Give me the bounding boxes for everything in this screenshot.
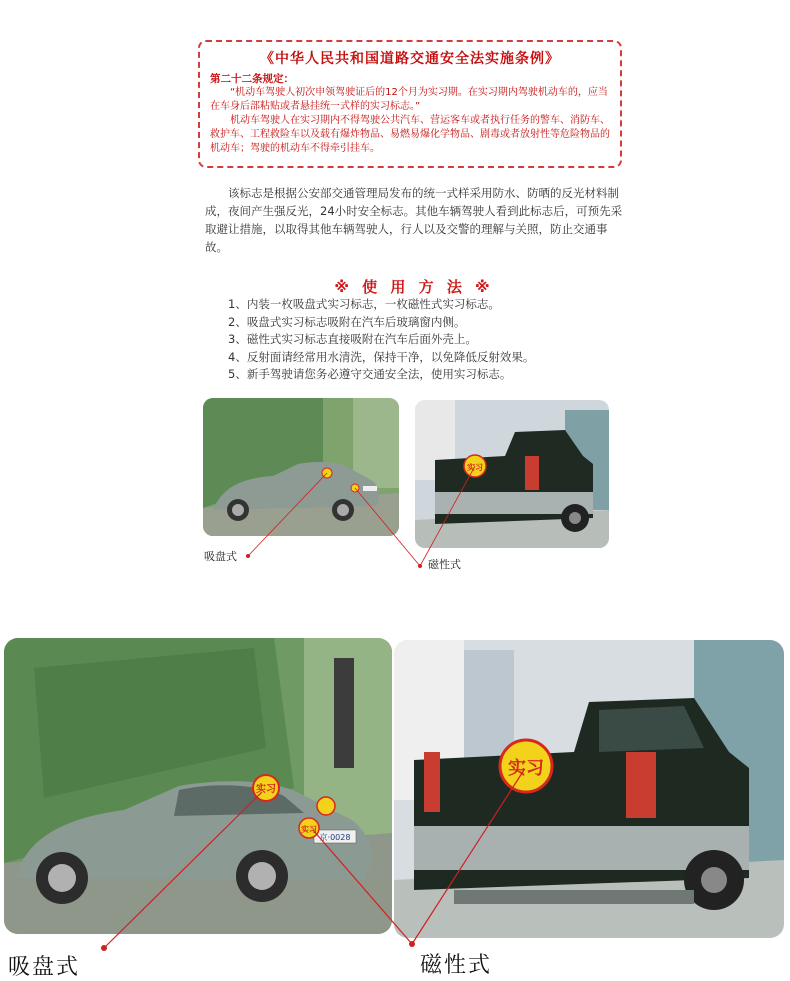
law-article: 第二十二条规定： <box>210 73 294 85</box>
usage-item: 2、吸盘式实习标志吸附在汽车后玻璃窗内侧。 <box>228 314 466 329</box>
pickup-photo-large <box>394 640 784 938</box>
description-paragraph: 该标志是根据公安部交通管理局发布的统一式样采用防水、防晒的反光材料制成，夜间产生强反光，24小时安全标志。其他车辆驾驶人看到此标志后，可预先采取避让措施，以取得其他车辆驾驶人，行人以及交警的理解与关照，防止交通事故。 <box>205 186 623 254</box>
law-para-2: 机动车驾驶人在实习期内不得驾驶公共汽车、营运客车或者执行任务的警车、消防车、救护车、工程救险车以及载有爆炸物品、易燃易爆化学物品、剧毒或者放射性等危险物品的机动车；驾驶的机动车不得牵引挂车。 <box>210 115 610 154</box>
sedan-photo-large <box>4 638 392 934</box>
usage-list <box>228 296 534 384</box>
label-suction-small: 吸盘式 <box>204 550 237 563</box>
usage-item: 3、磁性式实习标志直接吸附在汽车后面外壳上。 <box>228 332 477 346</box>
plate-text: 京·0028 <box>319 833 351 842</box>
usage-item: 1、内装一枚吸盘式实习标志，一枚磁性式实习标志。 <box>228 297 500 311</box>
sedan-photo-small <box>203 398 399 536</box>
law-excerpt-box <box>198 40 622 168</box>
sticker-text: 实习 <box>301 825 317 834</box>
label-suction-large: 吸盘式 <box>8 955 81 980</box>
label-magnetic-large: 磁性式 <box>420 953 493 978</box>
sticker-text: 实习 <box>256 784 276 795</box>
label-magnetic-small: 磁性式 <box>428 558 461 571</box>
usage-item: 5、新手驾驶请您务必遵守交通安全法，使用实习标志。 <box>228 367 512 381</box>
law-para-1: “机动车驾驶人初次申领驾驶证后的12个月为实习期。在实习期内驾驶机动车的，应当在车身后部粘贴或者悬挂统一式样的实习标志。” <box>210 87 608 112</box>
sticker-text: 实习 <box>467 463 483 472</box>
sticker-text: 实习 <box>508 758 544 779</box>
usage-title: ※ 使 用 方 法 ※ <box>334 278 494 296</box>
law-title: 《中华人民共和国道路交通安全法实施条例》 <box>260 51 560 67</box>
usage-item: 4、反射面请经常用水清洗，保持干净，以免降低反射效果。 <box>228 349 535 364</box>
pickup-photo-small <box>415 400 609 548</box>
